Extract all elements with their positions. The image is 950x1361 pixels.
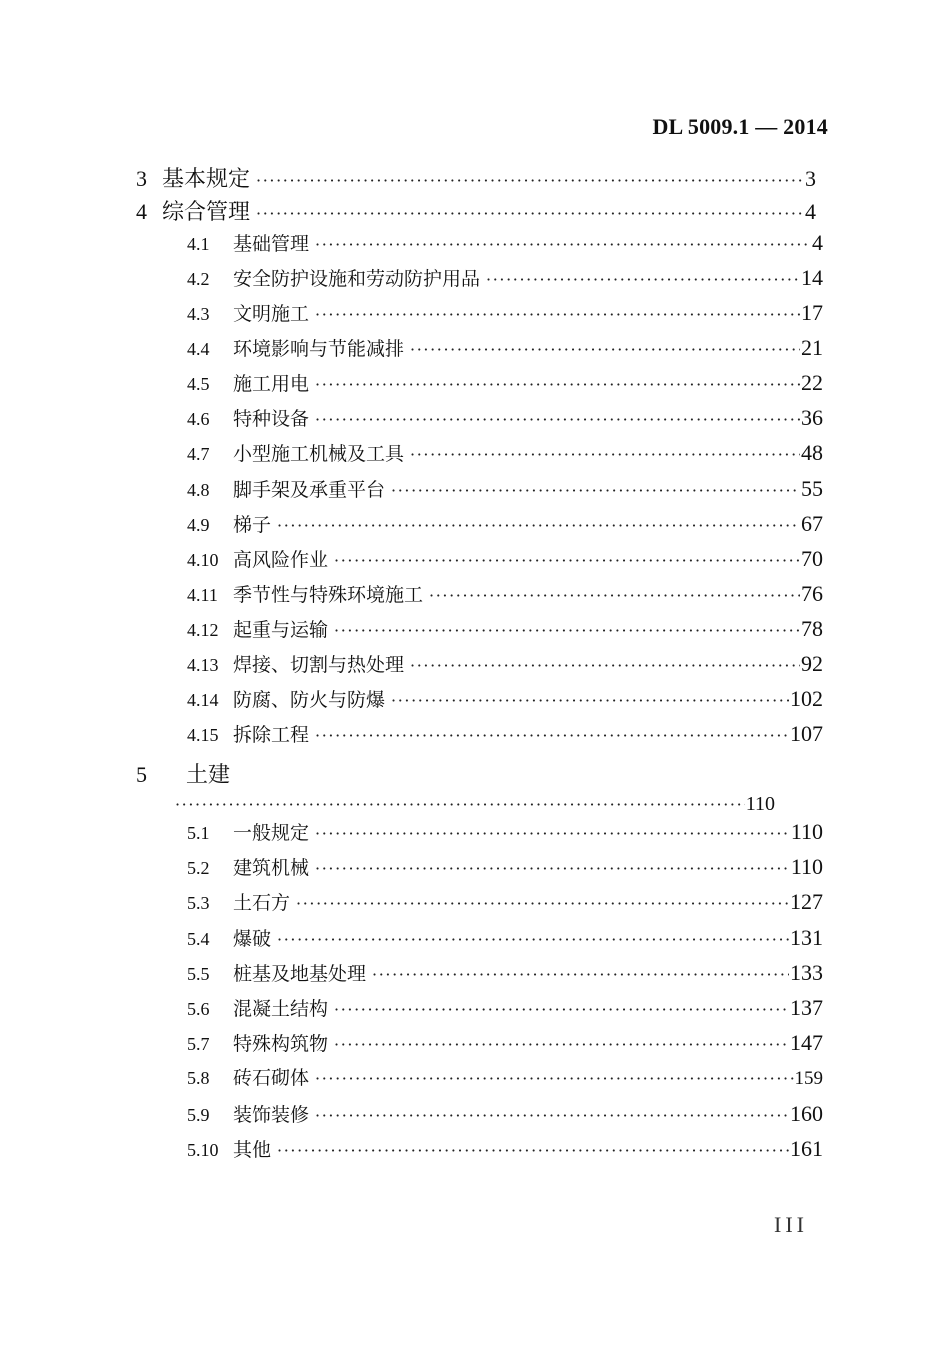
toc-entry-number: 4.3 [187, 304, 210, 324]
toc-entry-number: 4.12 [187, 620, 219, 640]
toc-entry-title: 综合管理 [162, 200, 251, 225]
toc-leader-dots [391, 476, 800, 504]
toc-entry-title: 季节性与特殊环境施工 [233, 584, 424, 606]
toc-leader-dots [256, 166, 804, 194]
toc-entry-page: 137 [790, 995, 823, 1020]
toc-entry-5-2[interactable] [187, 852, 823, 882]
toc-entry-number: 4.7 [187, 444, 210, 464]
toc-entry-title: 建筑机械 [233, 857, 310, 880]
toc-entry-page: 70 [801, 546, 823, 571]
toc-leader-dots [315, 1101, 789, 1129]
toc-entry-5-4[interactable] [187, 923, 823, 953]
toc-entry-5-1[interactable] [187, 817, 823, 847]
toc-entry-title: 小型施工机械及工具 [233, 443, 405, 465]
toc-entry-number: 5.2 [187, 858, 210, 879]
toc-entry-title: 一般规定 [233, 822, 310, 844]
toc-entry-4-8[interactable] [187, 474, 823, 504]
toc-leader-dots [256, 199, 804, 227]
toc-leader-dots [410, 440, 800, 468]
toc-entry-page: 110 [790, 819, 823, 844]
toc-entry-5-5[interactable] [187, 958, 823, 988]
toc-entry-4-15[interactable] [187, 719, 823, 749]
toc-entry-number: 4.11 [187, 585, 218, 605]
toc-entry-number: 4 [136, 199, 147, 224]
page-number: III [774, 1212, 808, 1237]
toc-leader-dots [391, 686, 789, 714]
toc-entry-page: 76 [801, 581, 823, 606]
toc-entry-page: 110 [745, 793, 775, 815]
toc-entry-title: 爆破 [233, 927, 272, 950]
toc-entry-page: 161 [790, 1135, 823, 1161]
toc-entry-title: 装饰装修 [233, 1103, 310, 1126]
toc-entry-title: 基本规定 [162, 167, 251, 192]
standard-code-header: DL 5009.1 — 2014 [652, 114, 828, 139]
toc-entry-title: 混凝土结构 [233, 998, 329, 1020]
toc-entry-title: 桩基及地基处理 [233, 962, 367, 985]
toc-entry-number: 5.10 [187, 1139, 219, 1160]
toc-leader-dots [296, 889, 789, 917]
toc-leader-dots [315, 405, 800, 433]
toc-entry-number: 5.9 [187, 1104, 210, 1125]
toc-entry-number: 4.9 [187, 515, 210, 535]
toc-leader-dots [372, 960, 789, 988]
toc-entry-number: 5.4 [187, 928, 210, 949]
toc-entry-title: 高风险作业 [233, 549, 329, 571]
toc-entry-number: 4.6 [187, 409, 210, 429]
toc-entry-number: 5.7 [187, 1034, 210, 1055]
toc-entry-page: 131 [790, 924, 823, 950]
toc-entry-number: 4.5 [187, 374, 210, 394]
toc-entry-page: 36 [801, 405, 823, 430]
toc-entry-3[interactable] [136, 164, 816, 194]
toc-entry-page: 127 [790, 889, 823, 915]
toc-entry-page: 14 [801, 265, 823, 290]
toc-leader-dots [429, 581, 800, 609]
toc-entry-title: 土石方 [233, 892, 291, 915]
toc-entry-title: 拆除工程 [233, 724, 310, 746]
toc-entry-page: 55 [801, 476, 823, 501]
toc-entry-5-6[interactable] [187, 993, 823, 1023]
toc-leader-dots [334, 616, 800, 644]
toc-entry-4-5[interactable] [187, 368, 823, 398]
toc-entry-4-9[interactable] [187, 509, 823, 539]
toc-entry-page: 4 [805, 199, 816, 224]
toc-leader-dots [315, 300, 800, 328]
toc-entry-4-10[interactable] [187, 544, 823, 574]
toc-entry-4-6[interactable] [187, 403, 823, 433]
toc-entry-title: 土建 [186, 763, 231, 788]
toc-entry-number: 5.6 [187, 999, 210, 1019]
toc-entry-number: 5.5 [187, 963, 210, 984]
toc-entry-title: 防腐、防火与防爆 [233, 689, 386, 711]
toc-entry-page: 22 [801, 370, 823, 395]
toc-entry-4[interactable] [136, 197, 816, 227]
toc-leader-dots [315, 1064, 793, 1093]
toc-entry-title: 文明施工 [233, 303, 310, 325]
toc-entry-number: 5.1 [187, 823, 210, 843]
toc-entry-number: 5 [136, 762, 147, 787]
toc-entry-number: 5.8 [187, 1068, 210, 1089]
toc-leader-dots [315, 819, 790, 847]
toc-entry-5-8[interactable] [187, 1063, 823, 1093]
toc-entry-chapter-5-leader [175, 790, 775, 818]
toc-entry-4-12[interactable] [187, 614, 823, 644]
toc-entry-page: 21 [801, 335, 823, 360]
toc-entry-page: 147 [790, 1030, 823, 1056]
toc-leader-dots [410, 651, 800, 679]
toc-entry-page: 78 [801, 616, 823, 641]
toc-entry-page: 48 [801, 440, 823, 465]
toc-leader-dots [315, 854, 790, 882]
toc-entry-4-7[interactable] [187, 438, 823, 468]
toc-leader-dots [277, 511, 800, 539]
toc-entry-title: 安全防护设施和劳动防护用品 [233, 268, 481, 290]
toc-entry-title: 其他 [233, 1138, 272, 1161]
toc-entry-title: 梯子 [233, 514, 272, 536]
toc-entry-page: 107 [790, 721, 823, 746]
toc-entry-number: 4.1 [187, 234, 210, 254]
toc-entry-number: 4.15 [187, 725, 219, 745]
toc-entry-5-10[interactable] [187, 1134, 823, 1164]
toc-leader-dots [175, 791, 745, 818]
toc-entry-title: 施工用电 [233, 373, 310, 395]
toc-leader-dots [277, 1136, 789, 1164]
toc-entry-title: 焊接、切割与热处理 [233, 654, 405, 676]
toc-entry-title: 起重与运输 [233, 619, 329, 641]
toc-entry-page: 110 [790, 854, 823, 880]
toc-entry-page: 67 [801, 511, 823, 536]
toc-entry-title: 特种设备 [233, 408, 310, 430]
toc-entry-page: 4 [812, 230, 823, 255]
toc-entry-4-3[interactable] [187, 298, 823, 328]
toc-entry-4-14[interactable] [187, 684, 823, 714]
toc-entry-chapter-5[interactable] [136, 758, 236, 789]
toc-entry-page: 17 [801, 300, 823, 325]
toc-entry-4-1[interactable] [187, 228, 823, 258]
toc-entry-title: 脚手架及承重平台 [233, 479, 386, 501]
toc-entry-4-4[interactable] [187, 333, 823, 363]
toc-entry-5-3[interactable] [187, 887, 823, 917]
toc-entry-4-13[interactable] [187, 649, 823, 679]
toc-leader-dots [410, 335, 800, 363]
toc-entry-title: 环境影响与节能减排 [233, 338, 405, 360]
toc-entry-4-11[interactable] [187, 579, 823, 609]
toc-entry-4-2[interactable] [187, 263, 823, 293]
toc-leader-dots [315, 230, 811, 258]
toc-leader-dots [334, 1030, 789, 1058]
toc-entry-number: 5.3 [187, 893, 210, 914]
toc-entry-number: 4.2 [187, 269, 210, 289]
toc-entry-title: 砖石砌体 [233, 1067, 310, 1090]
toc-entry-number: 4.10 [187, 550, 219, 570]
toc-entry-5-7[interactable] [187, 1028, 823, 1058]
toc-entry-page: 160 [790, 1100, 823, 1126]
toc-leader-dots [315, 721, 789, 749]
toc-leader-dots [334, 546, 800, 574]
toc-leader-dots [277, 925, 789, 953]
toc-entry-number: 3 [136, 166, 147, 191]
toc-leader-dots [315, 370, 800, 398]
toc-entry-page: 102 [790, 686, 823, 711]
toc-entry-number: 4.8 [187, 480, 210, 500]
toc-entry-page: 3 [805, 166, 816, 191]
toc-entry-page: 92 [801, 651, 823, 676]
toc-entry-page: 133 [790, 959, 823, 985]
toc-entry-title: 基础管理 [233, 233, 310, 255]
toc-entry-page: 159 [794, 1068, 823, 1090]
toc-entry-number: 4.13 [187, 655, 219, 675]
toc-leader-dots [334, 995, 789, 1023]
toc-entry-title: 特殊构筑物 [233, 1033, 329, 1056]
toc-entry-5-9[interactable] [187, 1099, 823, 1129]
toc-entry-number: 4.4 [187, 339, 210, 359]
toc-entry-number: 4.14 [187, 690, 219, 710]
toc-leader-dots [486, 265, 800, 293]
